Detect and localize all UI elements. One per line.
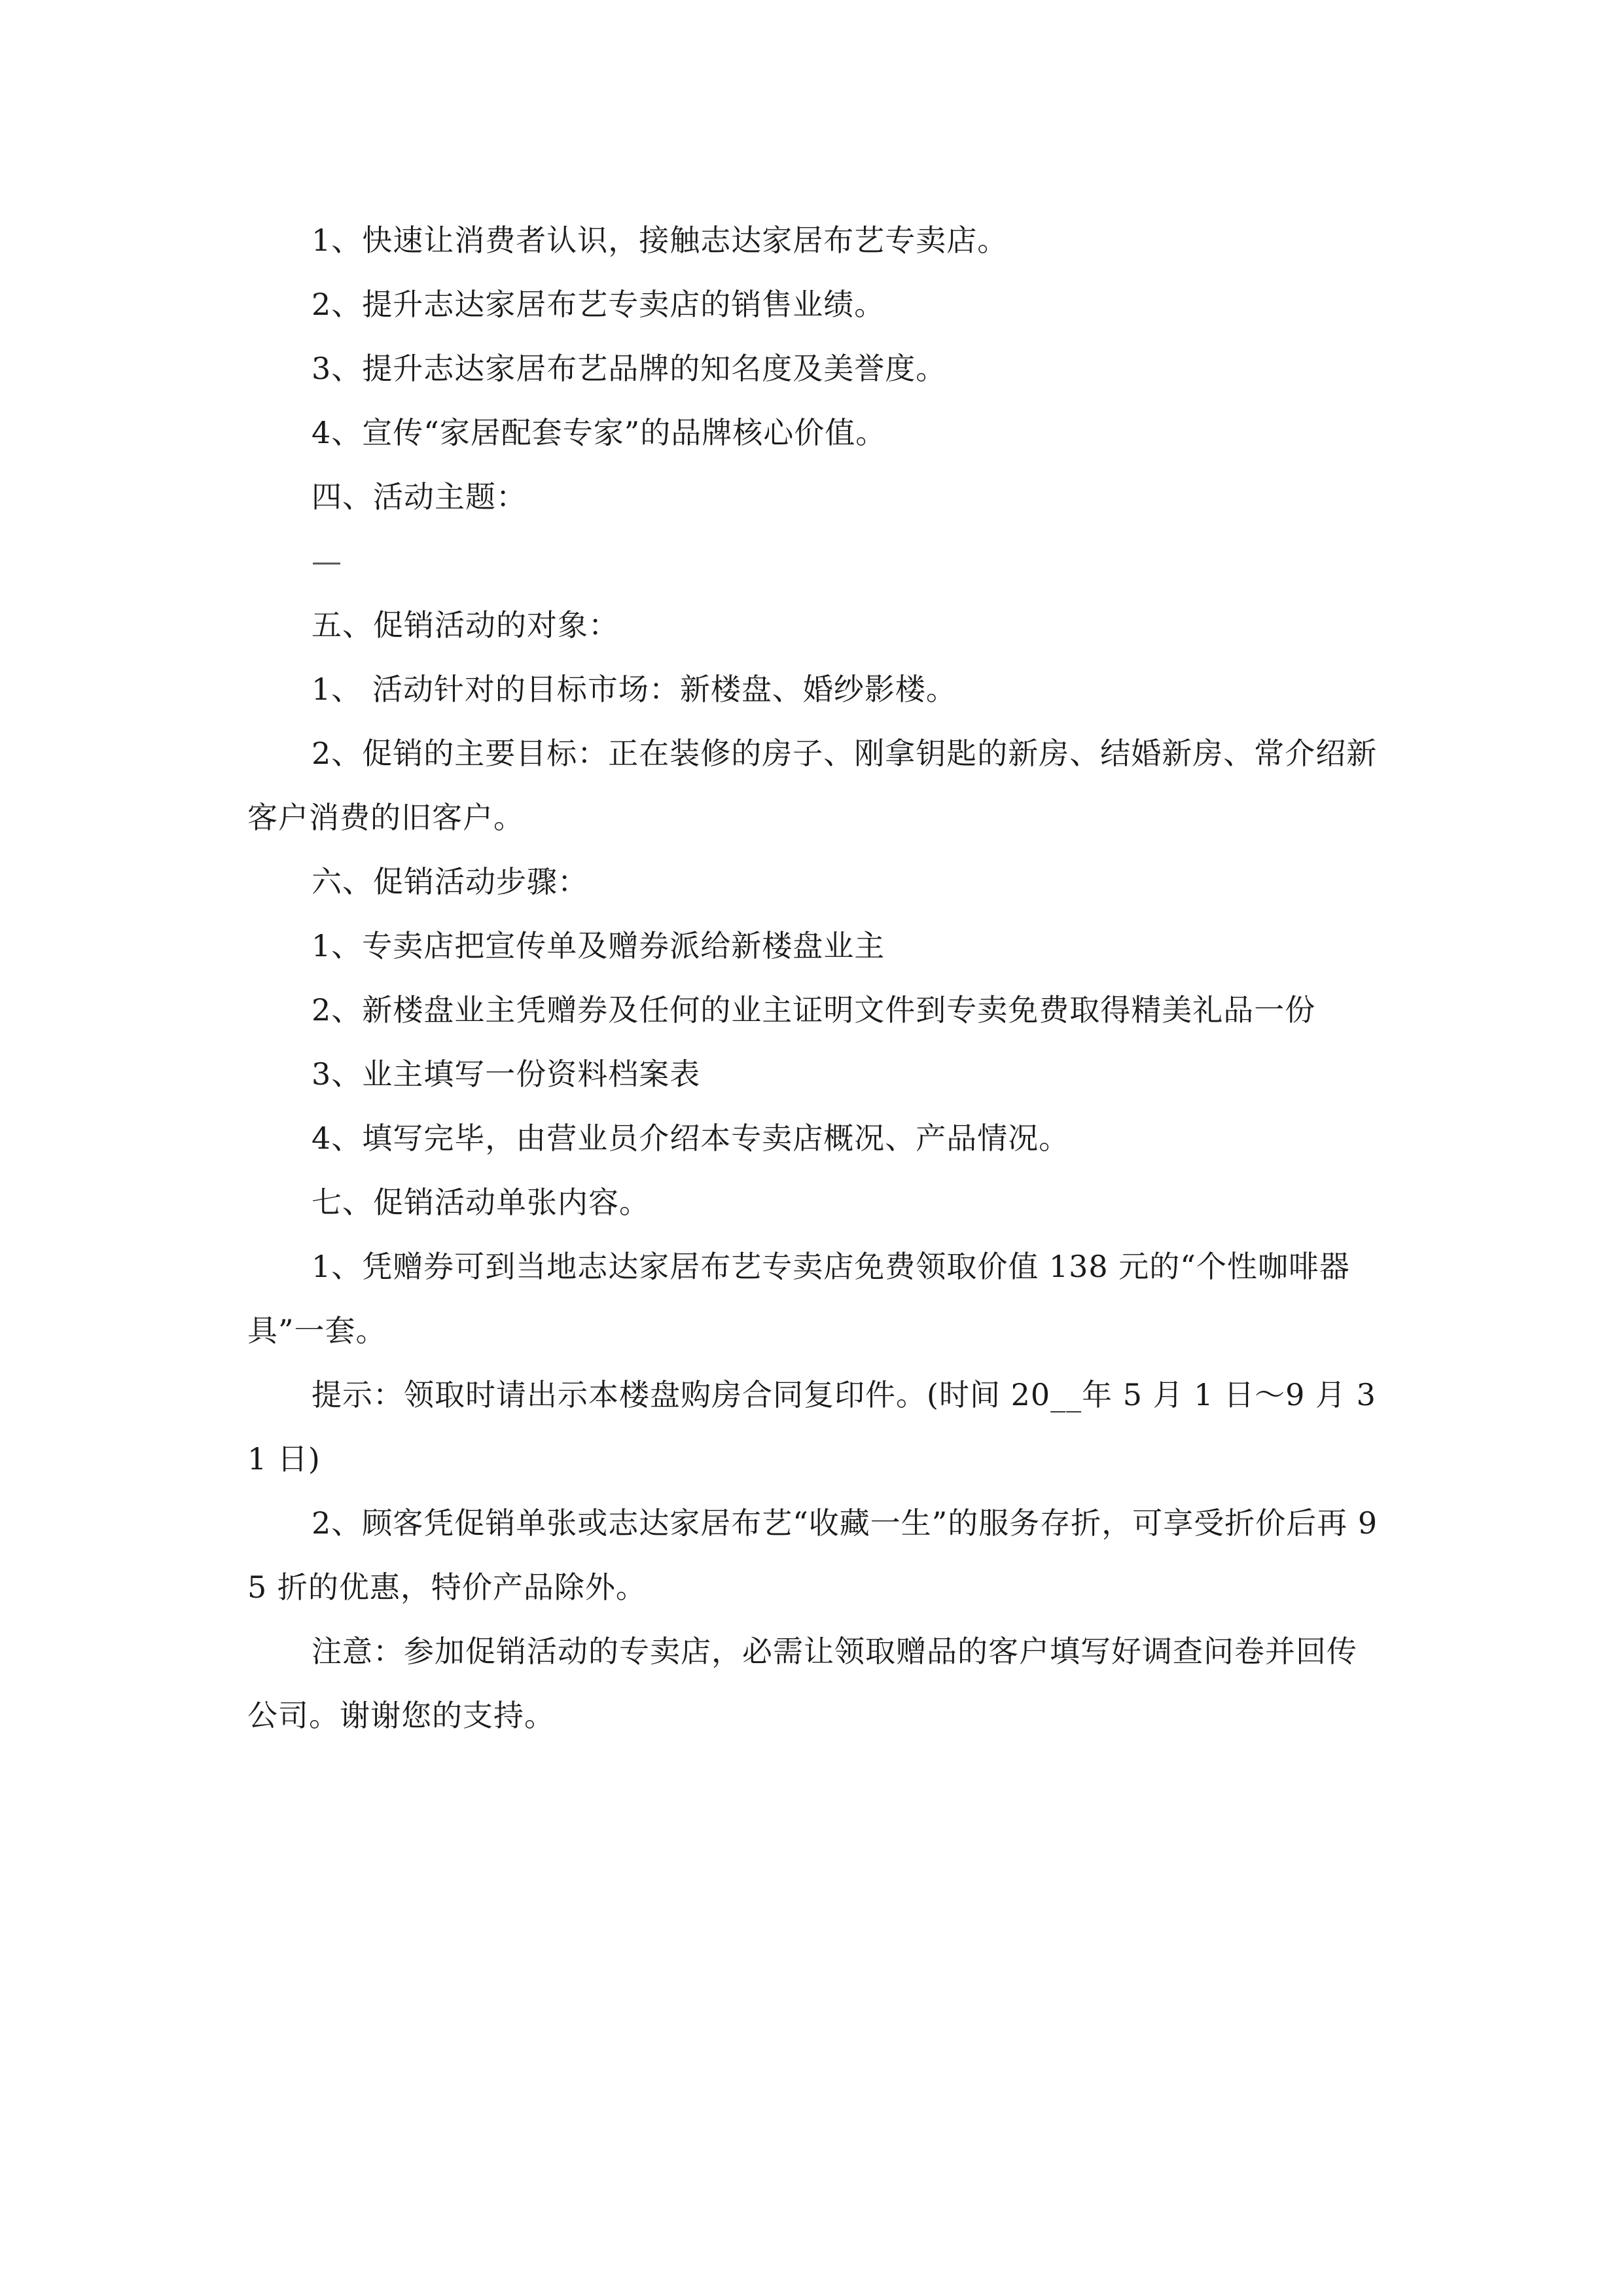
section-heading-leaflet: 七、促销活动单张内容。 [312, 1185, 650, 1220]
document-body [247, 208, 1383, 1748]
section-heading-target: 五、促销活动的对象： [312, 607, 619, 643]
goal-item-2: 2、提升志达家居布艺专卖店的销售业绩。 [312, 287, 885, 322]
step-item-3: 3、业主填写一份资料档案表 [312, 1056, 701, 1092]
closing-note: 注意：参加促销活动的专卖店，必需让领取赠品的客户填写好调查问卷并回传公司。谢谢您的支持。 [247, 1634, 1357, 1733]
goal-item-3: 3、提升志达家居布艺品牌的知名度及美誉度。 [312, 351, 947, 386]
theme-placeholder-dash: — [312, 543, 342, 579]
leaflet-item-2: 2、顾客凭促销单张或志达家居布艺“收藏一生”的服务存折，可享受折价后再 95 折的优惠，特价产品除外。 [247, 1505, 1378, 1605]
leaflet-tip: 提示：领取时请出示本楼盘购房合同复印件。(时间 20__年 5 月 1 日～9 月 31 日) [247, 1377, 1376, 1477]
section-heading-theme: 四、活动主题： [312, 479, 527, 514]
step-item-1: 1、专卖店把宣传单及赠券派给新楼盘业主 [312, 928, 885, 963]
goal-item-1: 1、快速让消费者认识，接触志达家居布艺专卖店。 [312, 223, 1008, 258]
target-item-1: 1、 活动针对的目标市场：新楼盘、婚纱影楼。 [312, 672, 957, 707]
leaflet-item-1: 1、凭赠券可到当地志达家居布艺专卖店免费领取价值 138 元的“个性咖啡器具”一套。 [247, 1249, 1350, 1348]
step-item-2: 2、新楼盘业主凭赠券及任何的业主证明文件到专卖免费取得精美礼品一份 [312, 992, 1316, 1028]
step-item-4: 4、填写完毕，由营业员介绍本专卖店概况、产品情况。 [312, 1121, 1070, 1156]
section-heading-steps: 六、促销活动步骤： [312, 864, 588, 899]
target-item-2: 2、促销的主要目标：正在装修的房子、刚拿钥匙的新房、结婚新房、常介绍新客户消费的旧客户。 [247, 736, 1378, 835]
goal-item-4: 4、宣传“家居配套专家”的品牌核心价值。 [312, 415, 887, 450]
